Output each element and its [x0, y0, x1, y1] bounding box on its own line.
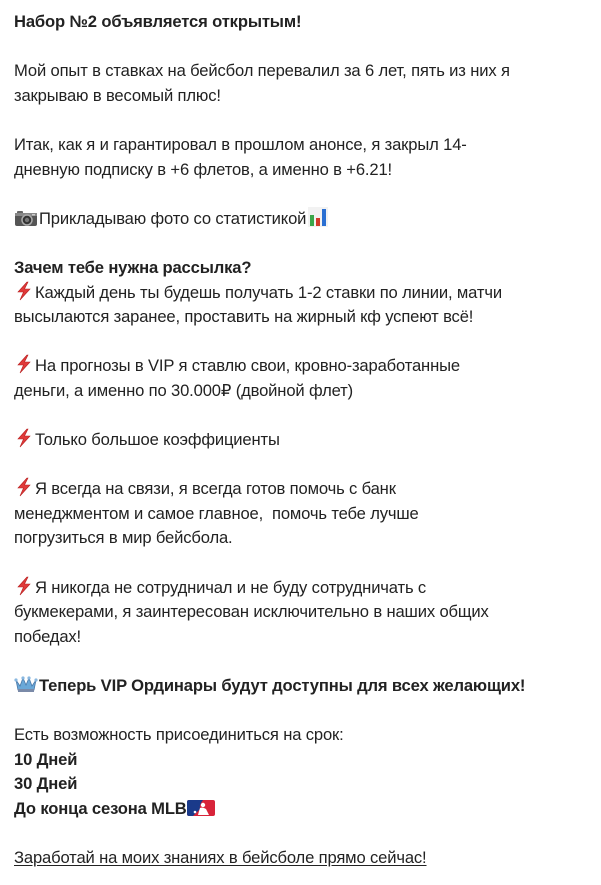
spacer: [14, 649, 599, 674]
term-option: [14, 797, 599, 822]
spacer: [14, 551, 599, 576]
term-option: 10 Дней: [14, 749, 78, 769]
term-option-text: До конца сезона MLB: [14, 799, 187, 818]
vip-announcement: [14, 674, 599, 699]
lightning-icon: [14, 477, 34, 497]
mlb-logo-icon: [187, 799, 215, 817]
benefit-text: Каждый день ты будешь получать 1-2 ставки по линии, матчи: [35, 282, 502, 302]
spacer: [14, 453, 599, 478]
intro-line: Мой опыт в ставках на бейсбол перевалил за 6 лет, пять из них я: [14, 61, 510, 81]
message-post: [14, 10, 599, 871]
camera-icon: [14, 209, 38, 227]
intro-line: закрываю в весомый плюс!: [14, 85, 221, 105]
spacer: [14, 330, 599, 355]
benefit-text: букмекерами, я заинтересован исключительно в наших общих: [14, 602, 489, 622]
photo-note-text: Прикладываю фото со статистикой: [39, 208, 307, 228]
benefit-text: Только большое коэффициенты: [35, 430, 280, 450]
benefit-item: [14, 281, 599, 306]
benefit-text: деньги, а именно по 30.000₽ (двойной флет): [14, 380, 354, 400]
vip-announcement-text: Теперь VIP Ординары будут доступны для всех желающих!: [39, 676, 526, 696]
spacer: [14, 35, 599, 60]
lightning-icon: [14, 576, 34, 596]
terms-intro: Есть возможность присоединиться на срок:: [14, 725, 344, 745]
lightning-icon: [14, 428, 34, 448]
post-title: Набор №2 объявляется открытым!: [14, 12, 302, 31]
cta-line: [14, 846, 599, 871]
result-line: дневную подписку в +6 флетов, а именно в +6.21!: [14, 159, 393, 179]
spacer: [14, 822, 599, 847]
benefit-item: [14, 576, 599, 601]
term-option: 30 Дней: [14, 774, 78, 794]
benefit-text: погрузиться в мир бейсбола.: [14, 528, 233, 548]
benefit-text: высылаются заранее, проставить на жирный кф успеют всё!: [14, 307, 474, 327]
photo-note: [14, 207, 599, 232]
benefit-text: Я никогда не сотрудничал и не буду сотрудничать с: [35, 577, 427, 597]
lightning-icon: [14, 354, 34, 374]
benefit-text: победах!: [14, 626, 82, 646]
result-line: Итак, как я и гарантировал в прошлом анонсе, я закрыл 14-: [14, 134, 467, 154]
spacer: [14, 699, 599, 724]
spacer: [14, 404, 599, 429]
benefit-item: [14, 354, 599, 379]
lightning-icon: [14, 281, 34, 301]
spacer: [14, 231, 599, 256]
benefit-item: [14, 477, 599, 502]
benefit-item: [14, 428, 599, 453]
bar-chart-icon: [308, 207, 328, 227]
spacer: [14, 108, 599, 133]
spacer: [14, 182, 599, 207]
why-heading: Зачем тебе нужна рассылка?: [14, 257, 252, 277]
benefit-text: На прогнозы в VIP я ставлю свои, кровно-заработанные: [35, 356, 460, 376]
benefit-text: менеджментом и самое главное, помочь тебе лучше: [14, 503, 419, 523]
crown-icon: [14, 674, 38, 694]
benefit-text: Я всегда на связи, я всегда готов помочь с банк: [35, 479, 396, 499]
cta-link[interactable]: Заработай на моих знаниях в бейсболе прямо сейчас!: [14, 848, 427, 868]
